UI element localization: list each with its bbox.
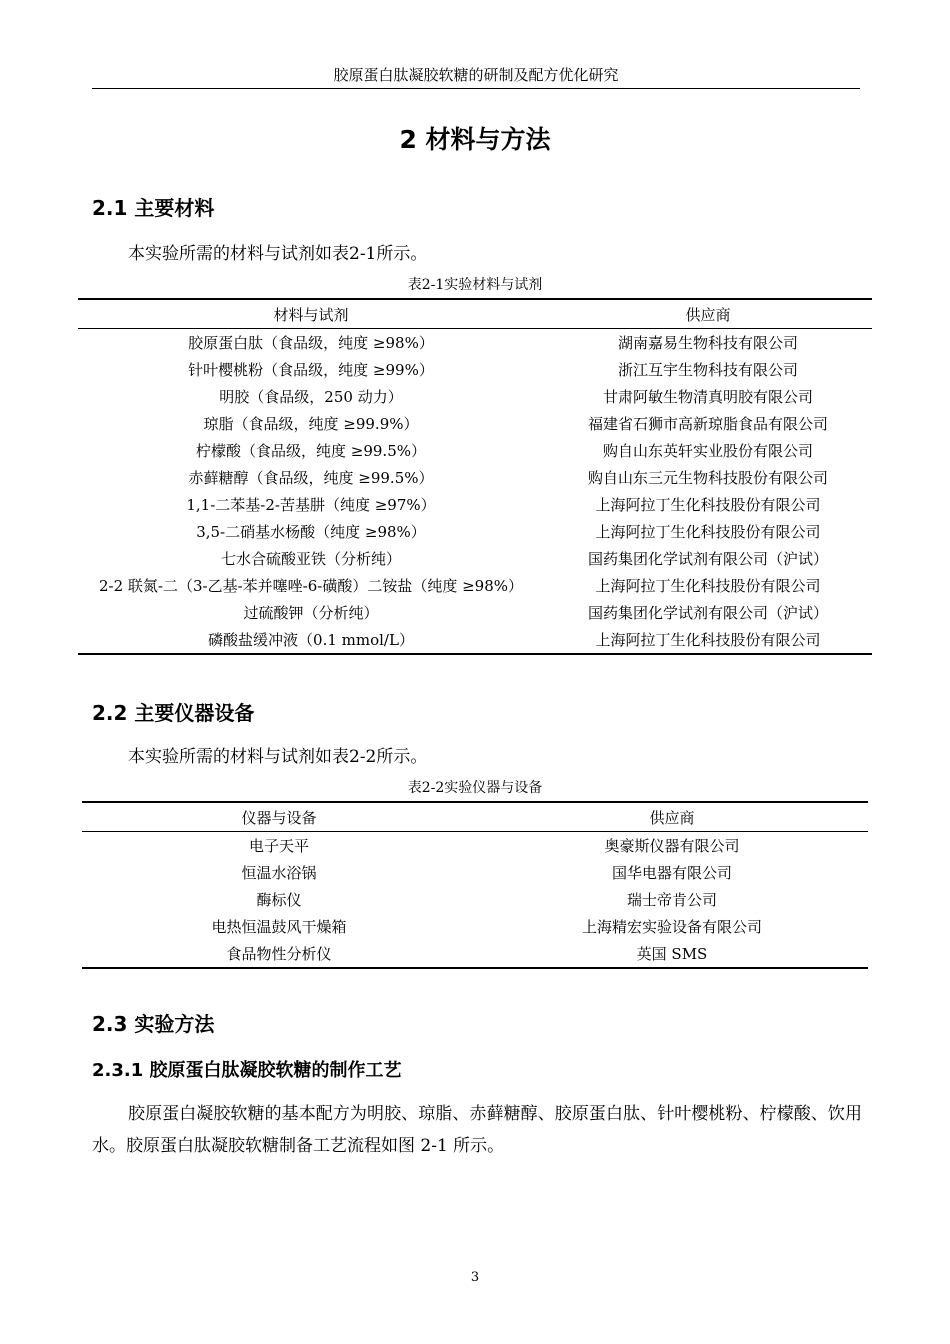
table-cell-item: 电子天平 (248, 837, 309, 855)
section-2-1-intro: 本实验所需的材料与试剂如表2-1所示。 (128, 244, 428, 264)
table-cell-supplier: 奥豪斯仪器有限公司 (604, 837, 740, 855)
table-cell-supplier: 国药集团化学试剂有限公司（沪试） (587, 604, 828, 622)
column-header-supplier: 供应商 (685, 305, 731, 324)
chapter-title: 2 材料与方法 (399, 125, 551, 154)
table-row (78, 626, 872, 654)
table-cell-item: 酶标仪 (256, 891, 302, 909)
running-header: 胶原蛋白肽凝胶软糖的研制及配方优化研究 (333, 66, 619, 84)
table-row (82, 940, 868, 968)
table-cell-item: 赤藓糖醇（食品级，纯度 ≥99.5%） (188, 469, 434, 487)
table-row (78, 599, 872, 626)
table-row (82, 832, 868, 860)
table-cell-item: 针叶樱桃粉（食品级，纯度 ≥99%） (188, 361, 434, 379)
table-cell-item: 明胶（食品级，250 动力） (219, 388, 403, 406)
section-2-2-intro: 本实验所需的材料与试剂如表2-2所示。 (128, 747, 428, 767)
section-heading-2-2: 2.2 主要仪器设备 (92, 701, 255, 725)
table-cell-supplier: 甘肃阿敏生物清真明胶有限公司 (602, 388, 813, 406)
table-row (78, 518, 872, 545)
table-row (78, 572, 872, 599)
table-cell-supplier: 国华电器有限公司 (611, 864, 732, 882)
table-cell-item: 食品物性分析仪 (226, 945, 332, 963)
table-2-1-caption: 表2-1实验材料与试剂 (407, 277, 543, 293)
column-header-instruments: 仪器与设备 (241, 808, 317, 827)
table-cell-item: 3,5-二硝基水杨酸（纯度 ≥98%） (196, 523, 426, 541)
table-row (78, 464, 872, 491)
table-cell-supplier: 瑞士帝肯公司 (626, 891, 717, 909)
table-header-row (78, 299, 872, 329)
table-cell-item: 磷酸盐缓冲液（0.1 mmol/L） (208, 631, 414, 649)
table-row (82, 859, 868, 886)
table-cell-supplier: 上海精宏实验设备有限公司 (581, 918, 762, 936)
table-row (78, 437, 872, 464)
table-cell-supplier: 上海阿拉丁生化科技股份有限公司 (595, 577, 821, 595)
table-cell-item: 1,1-二苯基-2-苦基肼（纯度 ≥97%） (186, 496, 436, 514)
table-row (78, 410, 872, 437)
table-row (82, 886, 868, 913)
table-cell-supplier: 上海阿拉丁生化科技股份有限公司 (595, 523, 821, 541)
table-cell-supplier: 上海阿拉丁生化科技股份有限公司 (595, 496, 821, 514)
table-row (78, 491, 872, 518)
table-cell-supplier: 购自山东英轩实业股份有限公司 (602, 442, 813, 460)
table-cell-item: 琼脂（食品级，纯度 ≥99.9%） (203, 415, 419, 433)
table-row (82, 913, 868, 940)
table-cell-item: 柠檬酸（食品级，纯度 ≥99.5%） (196, 442, 426, 460)
table-cell-supplier: 福建省石狮市高新琼脂食品有限公司 (587, 415, 828, 433)
table-cell-supplier: 上海阿拉丁生化科技股份有限公司 (595, 631, 821, 649)
table-header-row (82, 802, 868, 832)
table-cell-supplier: 浙江互宇生物科技有限公司 (617, 361, 798, 379)
table-2-2 (82, 801, 868, 969)
subsection-heading-2-3-1: 2.3.1 胶原蛋白肽凝胶软糖的制作工艺 (92, 1060, 402, 1081)
table-cell-supplier: 英国 SMS (636, 945, 708, 963)
table-cell-item: 过硫酸钾（分析纯） (243, 604, 379, 622)
table-cell-item: 电热恒温鼓风干燥箱 (211, 918, 347, 936)
table-cell-supplier: 国药集团化学试剂有限公司（沪试） (587, 550, 828, 568)
section-2-3-1-paragraph: 胶原蛋白凝胶软糖的基本配方为明胶、琼脂、赤藓糖醇、胶原蛋白肽、针叶樱桃粉、柠檬酸、饮用水。胶原蛋白肽凝胶软糖制备工艺流程如图 2-1 所示。 (92, 1104, 862, 1156)
section-heading-2-3: 2.3 实验方法 (92, 1012, 215, 1036)
table-2-2-caption: 表2-2实验仪器与设备 (407, 780, 543, 796)
table-cell-supplier: 湖南嘉易生物科技有限公司 (617, 334, 798, 352)
table-cell-supplier: 购自山东三元生物科技股份有限公司 (587, 469, 828, 487)
table-cell-item: 恒温水浴锅 (241, 864, 317, 882)
column-header-materials: 材料与试剂 (273, 305, 349, 324)
table-row (78, 329, 872, 357)
header-rule (92, 88, 860, 89)
table-2-1 (78, 298, 872, 655)
table-row (78, 356, 872, 383)
table-cell-item: 2-2 联氮-二（3-乙基-苯并噻唑-6-磺酸）二铵盐（纯度 ≥98%） (98, 577, 524, 595)
table-row (78, 383, 872, 410)
table-row (78, 545, 872, 572)
table-cell-item: 七水合硫酸亚铁（分析纯） (220, 550, 401, 568)
table-cell-item: 胶原蛋白肽（食品级，纯度 ≥98%） (188, 334, 434, 352)
column-header-supplier: 供应商 (649, 808, 695, 827)
page-number: 3 (470, 1270, 480, 1285)
section-heading-2-1: 2.1 主要材料 (92, 196, 215, 220)
